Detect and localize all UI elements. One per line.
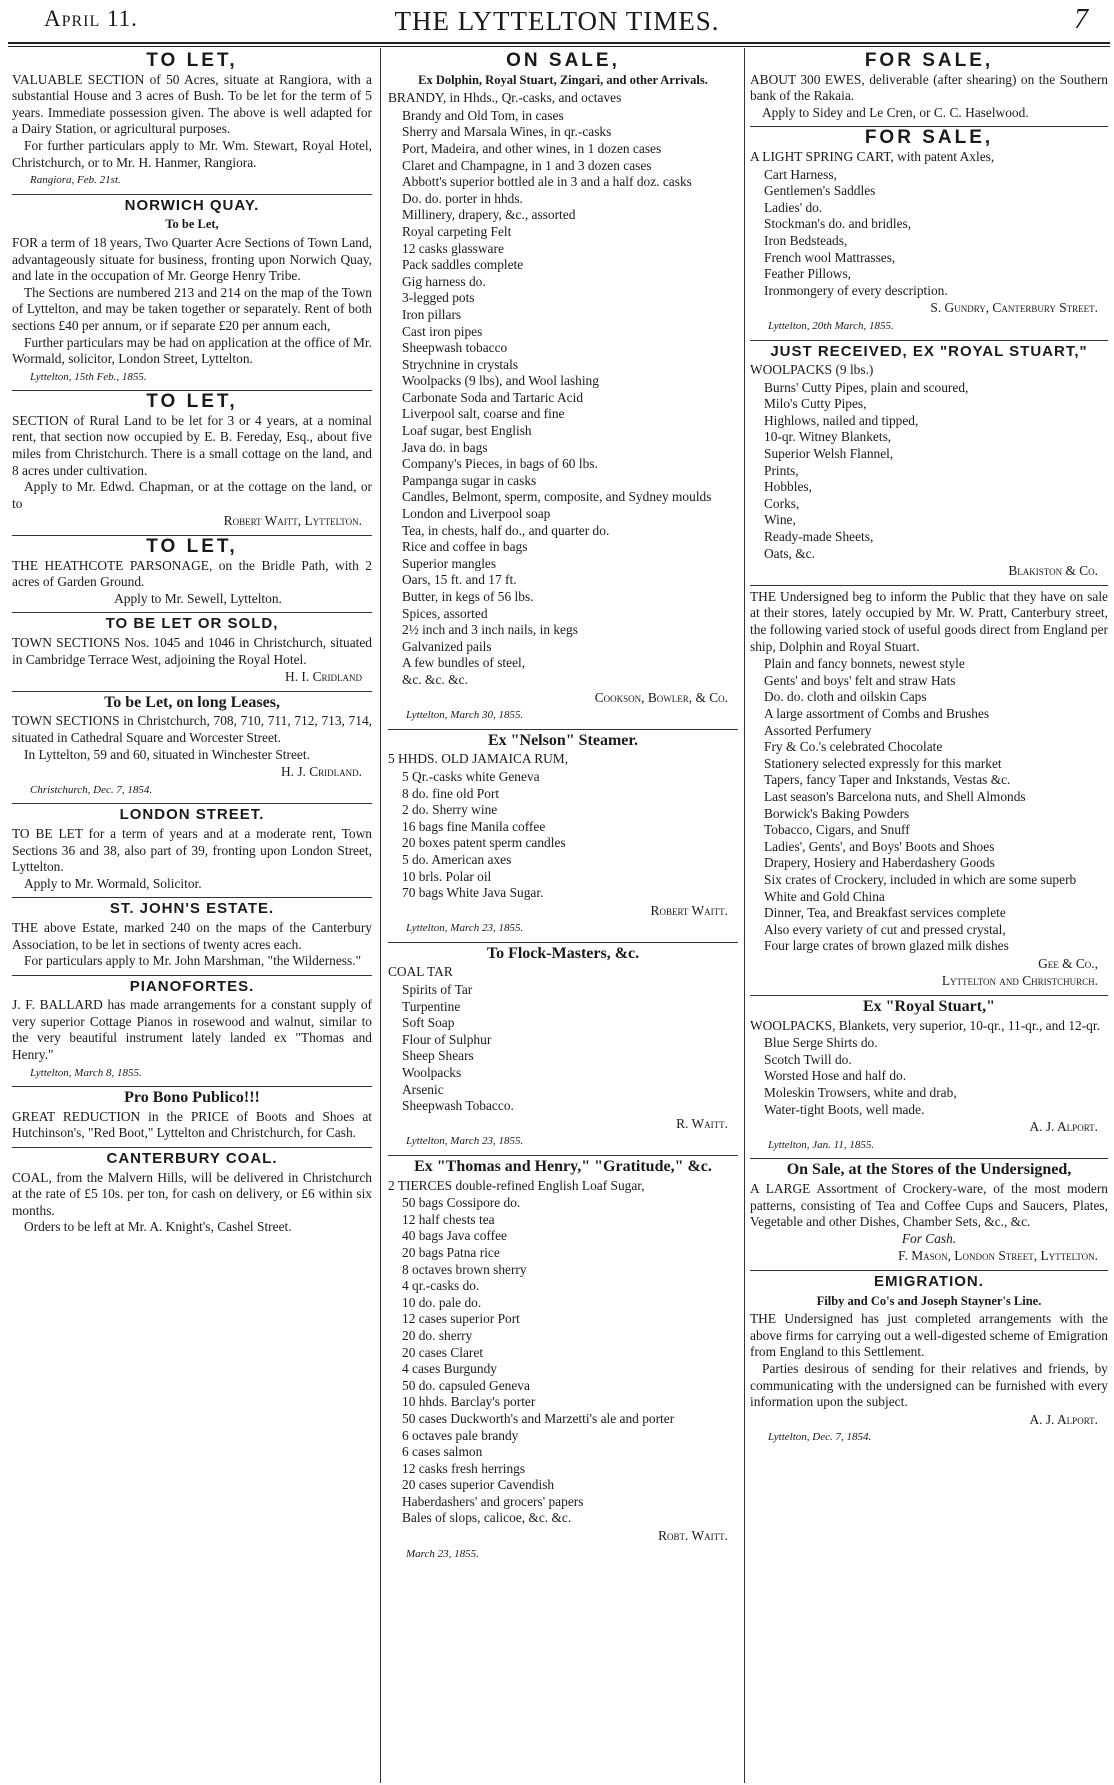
- list-item: Royal carpeting Felt: [402, 223, 512, 239]
- advert-heading: TO BE LET OR SOLD,: [105, 615, 279, 633]
- list-item: Cast iron pipes: [402, 323, 483, 339]
- advert-subheading: Ex Dolphin, Royal Stuart, Zingari, and other Arrivals.: [418, 72, 708, 87]
- list-item: Highlows, nailed and tipped,: [764, 412, 919, 428]
- advert-body: Further particulars may be had on application at the office of Mr. Wormald, solicitor, London Street, Lyttelton.: [12, 334, 372, 367]
- advert-body: ABOUT 300 EWES, deliverable (after shearing) on the Southern bank of the Rakaia.: [750, 71, 1108, 104]
- list-item: Feather Pillows,: [764, 266, 852, 282]
- list-item: Java do. in bags: [402, 439, 488, 455]
- list-item: Haberdashers' and grocers' papers: [402, 1493, 584, 1509]
- list-item: Turpentine: [402, 998, 461, 1014]
- advert-body: TO BE LET for a term of years and at a moderate rent, Town Sections 36 and 38, also part of 39, fronting upon London Street, Lyttelton.: [12, 825, 372, 875]
- list-item: 4 cases Burgundy: [402, 1361, 497, 1377]
- advert-heading: Ex "Nelson" Steamer.: [487, 731, 639, 749]
- advert: [12, 976, 372, 1088]
- advert-body: THE Undersigned has just completed arrangements with the above firms for carrying out a well-digested scheme of Emigration from England to this Settlement.: [750, 1311, 1108, 1360]
- list-item: 12 half chests tea: [402, 1211, 495, 1227]
- advert-body: FOR a term of 18 years, Two Quarter Acre Sections of Town Land, advantageously situate for business, fronting upon Norwich Quay, and late in the occupation of Mr. George Henry Tribe.: [12, 234, 372, 284]
- advert: [388, 50, 738, 730]
- advert-heading: TO LET,: [146, 391, 238, 413]
- advert-heading: EMIGRATION.: [874, 1272, 984, 1290]
- column-1: [12, 50, 372, 1782]
- advert-lead: WOOLPACKS (9 lbs.): [750, 362, 874, 378]
- advert-note: For Cash.: [901, 1230, 957, 1246]
- list-item: Ironmongery of every description.: [764, 282, 948, 298]
- advert: [388, 943, 738, 1156]
- newspaper-title: THE LYTTELTON TIMES.: [394, 6, 720, 36]
- advert-signature: Blakiston & Co.: [1008, 563, 1098, 579]
- list-item: 10 brls. Polar oil: [402, 868, 492, 884]
- list-item: 20 cases superior Cavendish: [402, 1477, 555, 1493]
- list-item: Liverpool salt, coarse and fine: [402, 406, 565, 422]
- advert-heading: FOR SALE,: [864, 50, 994, 71]
- advert-body: Parties desirous of sending for their relatives and friends, by communicating with the undersigned can be furnished with every information upon the subject.: [750, 1360, 1108, 1410]
- list-item: Scotch Twill do.: [764, 1051, 852, 1067]
- list-item: Borwick's Baking Powders: [764, 805, 910, 821]
- list-item: Flour of Sulphur: [402, 1031, 492, 1047]
- list-item: Gents' and boys' felt and straw Hats: [764, 672, 956, 688]
- list-item: Burns' Cutty Pipes, plain and scoured,: [764, 379, 969, 395]
- item-list: [764, 380, 1108, 563]
- list-item: 4 qr.-casks do.: [402, 1278, 480, 1294]
- advert-subheading: To be Let,: [165, 217, 219, 232]
- list-item: A few bundles of steel,: [402, 655, 526, 671]
- list-item: 6 octaves pale brandy: [402, 1427, 519, 1443]
- list-item: Plain and fancy bonnets, newest style: [764, 656, 965, 672]
- list-item: Hobbles,: [764, 479, 812, 495]
- advert-dateline: Lyttelton, 20th March, 1855.: [768, 319, 894, 332]
- advert-signature: Cookson, Bowler, & Co.: [594, 689, 728, 705]
- advert: [12, 692, 372, 805]
- list-item: Stockman's do. and bridles,: [764, 216, 912, 232]
- advert: [388, 730, 738, 943]
- list-item: 20 bags Patna rice: [402, 1244, 500, 1260]
- list-item: 10 hhds. Barclay's porter: [402, 1394, 536, 1410]
- advert-body: Apply to Mr. Edwd. Chapman, or at the cottage on the land, or to: [12, 479, 372, 511]
- advert-heading: TO LET,: [146, 536, 238, 558]
- advert-signature: Robert Waitt, Lyttelton.: [223, 513, 362, 529]
- list-item: Woolpacks (9 lbs), and Wool lashing: [402, 373, 599, 389]
- advert-lead: WOOLPACKS, Blankets, very superior, 10-qr., 11-qr., and 12-qr.: [750, 1017, 1100, 1033]
- list-item: Gig harness do.: [402, 273, 486, 289]
- advert-dateline: March 23, 1855.: [406, 1547, 479, 1560]
- list-item: 20 cases Claret: [402, 1344, 484, 1360]
- advert-dateline: Lyttelton, March 30, 1855.: [406, 709, 524, 722]
- advert: [12, 536, 372, 613]
- advert-dateline: Lyttelton, March 23, 1855.: [406, 1135, 524, 1148]
- list-item: Brandy and Old Tom, in cases: [402, 107, 564, 123]
- list-item: Pampanga sugar in casks: [402, 472, 537, 488]
- list-item: 6 cases salmon: [402, 1444, 483, 1460]
- list-item: 12 cases superior Port: [402, 1311, 520, 1327]
- list-item: Sheepwash Tobacco.: [402, 1098, 514, 1114]
- advert-dateline: Lyttelton, 15th Feb., 1855.: [30, 370, 147, 383]
- list-item: 12 casks glassware: [402, 240, 504, 256]
- advert: [12, 391, 372, 536]
- advert: [12, 613, 372, 691]
- advert-signature: A. J. Alport.: [1029, 1411, 1098, 1427]
- advert: [750, 996, 1108, 1159]
- advert-body: THE Undersigned beg to inform the Public that they have on sale at their stores, lately occupied by Mr. W. Pratt, Canterbury street, the following varied stock of useful goods direct from England per ship, Dolphin and Royal Stuart.: [750, 588, 1108, 654]
- issue-date: April 11.: [44, 6, 138, 31]
- list-item: Dinner, Tea, and Breakfast services complete: [764, 905, 1006, 921]
- list-item: Fry & Co.'s celebrated Chocolate: [764, 739, 943, 755]
- advert-signature: Robert Waitt.: [650, 902, 728, 918]
- list-item: 50 bags Cossipore do.: [402, 1195, 521, 1211]
- advert-signature: F. Mason, London Street, Lyttelton.: [898, 1248, 1098, 1264]
- masthead-rule: [8, 42, 1110, 47]
- advert-lead: COAL TAR: [388, 964, 453, 980]
- advert-body: Orders to be left at Mr. A. Knight's, Cashel Street.: [24, 1219, 292, 1235]
- list-item: Loaf sugar, best English: [402, 423, 532, 439]
- advert-heading: NORWICH QUAY.: [124, 196, 260, 214]
- item-list: [764, 1035, 1108, 1118]
- item-list: [764, 656, 1108, 955]
- list-item: Millinery, drapery, &c., assorted: [402, 207, 576, 223]
- list-item: 12 casks fresh herrings: [402, 1460, 526, 1476]
- advert-body: J. F. BALLARD has made arrangements for a constant supply of very superior Cottage Pianos in rosewood and walnut, similar to the very beautiful instrument lately landed ex "Thomas and Henry.": [12, 997, 372, 1063]
- advert-lead: BRANDY, in Hhds., Qr.-casks, and octaves: [388, 90, 622, 106]
- advert-heading: TO LET,: [146, 50, 238, 71]
- list-item: Corks,: [764, 495, 800, 511]
- advert-dateline: Lyttelton, March 23, 1855.: [406, 922, 524, 935]
- list-item: Strychnine in crystals: [402, 356, 519, 372]
- advert-body: Apply to Sidey and Le Cren, or C. C. Haselwood.: [762, 104, 1029, 120]
- advert: [750, 50, 1108, 127]
- advert-heading: To be Let, on long Leases,: [104, 693, 280, 711]
- list-item: Four large crates of brown glazed milk dishes: [764, 938, 1009, 954]
- advert-heading: To Flock-Masters, &c.: [486, 944, 640, 962]
- advert-lead: 2 TIERCES double-refined English Loaf Sugar,: [388, 1177, 645, 1193]
- list-item: Last season's Barcelona nuts, and Shell Almonds: [764, 788, 1026, 804]
- list-item: 16 bags fine Manila coffee: [402, 818, 546, 834]
- item-list: [402, 982, 738, 1115]
- list-item: Ladies', Gents', and Boys' Boots and Shoes: [764, 838, 995, 854]
- list-item: Rice and coffee in bags: [402, 539, 528, 555]
- advert: [750, 341, 1108, 586]
- list-item: Drapery, Hosiery and Haberdashery Goods: [764, 855, 995, 871]
- list-item: Sherry and Marsala Wines, in qr.-casks: [402, 124, 612, 140]
- list-item: 20 boxes patent sperm candles: [402, 835, 566, 851]
- advert-subheading: Filby and Co's and Joseph Stayner's Line.: [816, 1293, 1042, 1308]
- list-item: 5 Qr.-casks white Geneva: [402, 768, 540, 784]
- advert-dateline: Lyttelton, March 8, 1855.: [30, 1066, 142, 1079]
- advert-body: Apply to Mr. Sewell, Lyttelton.: [114, 590, 282, 606]
- advert-body: A LARGE Assortment of Crockery-ware, of the most modern patterns, consisting of Tea and Coffee Cups and Saucers, Plates, Vegetable and other Dishes, Chamber Sets, &c., &c.: [750, 1181, 1108, 1230]
- advert-body: For further particulars apply to Mr. Wm. Stewart, Royal Hotel, Christchurch, or to Mr. H. Hanmer, Rangiora.: [12, 137, 372, 170]
- list-item: Superior Welsh Flannel,: [764, 446, 894, 462]
- list-item: Superior mangles: [402, 555, 497, 571]
- list-item: Six crates of Crockery, included in which are some superb White and Gold China: [764, 871, 1077, 904]
- list-item: 20 do. sherry: [402, 1327, 473, 1343]
- advert: [12, 804, 372, 898]
- list-item: Tea, in chests, half do., and quarter do.: [402, 522, 610, 538]
- advert-dateline: Lyttelton, Jan. 11, 1855.: [768, 1138, 875, 1151]
- advert: [750, 127, 1108, 340]
- column-divider: [380, 48, 381, 1783]
- advert: [750, 586, 1108, 996]
- advert-body: VALUABLE SECTION of 50 Acres, situate at Rangiora, with a substantial House and 3 acres of Bush. To be let for the term of 5 years. Immediate possession given. The above is well adapted for a Dairy Station, or agricultural purposes.: [12, 71, 372, 137]
- list-item: 50 cases Duckworth's and Marzetti's ale and porter: [402, 1410, 675, 1426]
- advert-body: In Lyttelton, 59 and 60, situated in Winchester Street.: [24, 746, 310, 762]
- advert-body: COAL, from the Malvern Hills, will be delivered in Christchurch at the rate of £5 10s. per ton, for cash on delivery, or £6 within six months.: [12, 1169, 372, 1218]
- list-item: Spices, assorted: [402, 605, 488, 621]
- advert-heading: ON SALE,: [506, 50, 620, 71]
- advert-heading: On Sale, at the Stores of the Undersigned,: [786, 1161, 1072, 1179]
- advert-body: TOWN SECTIONS in Christchurch, 708, 710, 711, 712, 713, 714, situated in Cathedral Square and Worcester Street.: [12, 713, 372, 745]
- advert-body: THE HEATHCOTE PARSONAGE, on the Bridle Path, with 2 acres of Garden Ground.: [12, 557, 372, 590]
- list-item: Iron pillars: [402, 306, 462, 322]
- item-list: [402, 108, 738, 689]
- list-item: 10-qr. Witney Blankets,: [764, 429, 892, 445]
- list-item: Wine,: [764, 512, 796, 528]
- list-item: 40 bags Java coffee: [402, 1228, 507, 1244]
- advert-heading: Ex "Thomas and Henry," "Gratitude," &c.: [414, 1158, 712, 1175]
- list-item: A large assortment of Combs and Brushes: [764, 705, 990, 721]
- list-item: Carbonate Soda and Tartaric Acid: [402, 389, 584, 405]
- advert-body: THE above Estate, marked 240 on the maps of the Canterbury Association, to be let in sections of twenty acres each.: [12, 919, 372, 952]
- advert-signature: A. J. Alport.: [1029, 1119, 1098, 1135]
- list-item: 8 do. fine old Port: [402, 785, 500, 801]
- list-item: Iron Bedsteads,: [764, 232, 848, 248]
- advert-body: For particulars apply to Mr. John Marshman, "the Wilderness.": [24, 953, 362, 969]
- list-item: 2 do. Sherry wine: [402, 802, 498, 818]
- list-item: Bales of slops, calicoe, &c. &c.: [402, 1510, 572, 1526]
- list-item: 50 do. capsuled Geneva: [402, 1377, 530, 1393]
- list-item: Ready-made Sheets,: [764, 529, 874, 545]
- advert-lead: 5 HHDS. OLD JAMAICA RUM,: [388, 751, 569, 767]
- list-item: 5 do. American axes: [402, 851, 512, 867]
- item-list: [402, 1195, 738, 1527]
- item-list: [402, 769, 738, 902]
- advert-body: SECTION of Rural Land to be let for 3 or 4 years, at a nominal rent, that section now occupied by E. B. Fereday, Esq., about five miles from Christchurch. There is a small cottage on the land, and 8 acres under cultivation.: [12, 412, 372, 478]
- advert-signature: S. Gundry, Canterbury Street.: [930, 300, 1098, 316]
- advert-signature: H. J. Cridland.: [280, 764, 362, 780]
- list-item: Spirits of Tar: [402, 982, 473, 998]
- advert-heading: ST. JOHN'S ESTATE.: [109, 900, 275, 918]
- list-item: Assorted Perfumery: [764, 722, 872, 738]
- advert-body: TOWN SECTIONS Nos. 1045 and 1046 in Christchurch, situated in Cambridge Terrace West, adjoining the Royal Hotel.: [12, 635, 372, 667]
- advert: [12, 898, 372, 975]
- list-item: Prints,: [764, 462, 799, 478]
- advert-heading: Ex "Royal Stuart,": [863, 998, 995, 1016]
- list-item: Also every variety of cut and pressed crystal,: [764, 921, 1006, 937]
- advert-body: GREAT REDUCTION in the PRICE of Boots and Shoes at Hutchinson's, "Red Boot," Lyttelton and Christchurch, for Cash.: [12, 1108, 372, 1141]
- list-item: Sheep Shears: [402, 1048, 474, 1064]
- advert: [388, 1156, 738, 1567]
- advert-body: Apply to Mr. Wormald, Solicitor.: [24, 875, 202, 891]
- advert-lead: A LIGHT SPRING CART, with patent Axles,: [750, 148, 995, 164]
- list-item: Pack saddles complete: [402, 257, 524, 273]
- page-number: 7: [1074, 4, 1088, 35]
- advert-heading: Pro Bono Publico!!!: [124, 1089, 260, 1107]
- list-item: Do. do. porter in hhds.: [402, 190, 523, 206]
- advert-body: The Sections are numbered 213 and 214 on the map of the Town of Lyttelton, and may be taken together or separately. Rent of both sections £40 per annum, or if separate £20 per annum each,: [12, 284, 372, 333]
- list-item: Moleskin Trowsers, white and drab,: [764, 1085, 957, 1101]
- advert-heading: PIANOFORTES.: [129, 977, 255, 995]
- list-item: French wool Mattrasses,: [764, 249, 896, 265]
- list-item: Blue Serge Shirts do.: [764, 1035, 878, 1051]
- list-item: Oats, &c.: [764, 545, 815, 561]
- list-item: Company's Pieces, in bags of 60 lbs.: [402, 456, 598, 472]
- advert: [750, 1159, 1108, 1271]
- list-item: 70 bags White Java Sugar.: [402, 885, 544, 901]
- list-item: Woolpacks: [402, 1065, 462, 1081]
- masthead: [0, 0, 1114, 46]
- column-3: [750, 50, 1108, 1782]
- list-item: &c. &c. &c.: [402, 671, 468, 687]
- column-divider: [744, 48, 745, 1783]
- list-item: Claret and Champagne, in 1 and 3 dozen cases: [402, 157, 652, 173]
- list-item: Do. do. cloth and oilskin Caps: [764, 689, 927, 705]
- advert-signature: H. I. Cridland: [285, 669, 362, 685]
- list-item: Arsenic: [402, 1081, 444, 1097]
- advert-signature: R. Waitt.: [676, 1115, 728, 1131]
- list-item: Port, Madeira, and other wines, in 1 dozen cases: [402, 140, 662, 156]
- advert-signature: Gee & Co.,: [1038, 955, 1098, 971]
- advert-heading: JUST RECEIVED, EX "ROYAL STUART,": [770, 342, 1088, 360]
- item-list: [764, 167, 1108, 300]
- list-item: 10 do. pale do.: [402, 1294, 482, 1310]
- list-item: Milo's Cutty Pipes,: [764, 396, 867, 412]
- list-item: Oars, 15 ft. and 17 ft.: [402, 572, 517, 588]
- list-item: 2½ inch and 3 inch nails, in kegs: [402, 622, 578, 638]
- list-item: Tapers, fancy Taper and Inkstands, Vestas &c.: [764, 772, 1011, 788]
- list-item: Worsted Hose and half do.: [764, 1068, 907, 1084]
- advert-dateline: Lyttelton, Dec. 7, 1854.: [768, 1431, 872, 1444]
- advert-dateline: Rangiora, Feb. 21st.: [30, 174, 121, 187]
- advert-heading: CANTERBURY COAL.: [106, 1150, 278, 1168]
- advert: [12, 195, 372, 392]
- list-item: Soft Soap: [402, 1015, 455, 1031]
- advert-heading: LONDON STREET.: [119, 806, 265, 824]
- list-item: Sheepwash tobacco: [402, 340, 508, 356]
- advert-signature: Robt. Waitt.: [658, 1528, 728, 1544]
- list-item: Candles, Belmont, sperm, composite, and Sydney moulds: [402, 489, 712, 505]
- advert-dateline: Christchurch, Dec. 7, 1854.: [30, 783, 153, 796]
- list-item: Galvanized pails: [402, 638, 492, 654]
- advert: [12, 1087, 372, 1148]
- list-item: Water-tight Boots, well made.: [764, 1101, 925, 1117]
- advert-signature: Lyttelton and Christchurch.: [941, 973, 1098, 989]
- list-item: 8 octaves brown sherry: [402, 1261, 527, 1277]
- advert-heading: FOR SALE,: [864, 127, 994, 149]
- list-item: Tobacco, Cigars, and Snuff: [764, 822, 910, 838]
- advert: [12, 1148, 372, 1241]
- column-2: [388, 50, 738, 1782]
- list-item: Stationery selected expressly for this market: [764, 755, 1002, 771]
- list-item: Abbott's superior bottled ale in 3 and a half doz. casks: [402, 174, 692, 190]
- list-item: Cart Harness,: [764, 166, 837, 182]
- list-item: Butter, in kegs of 56 lbs.: [402, 589, 534, 604]
- list-item: 3-legged pots: [402, 290, 475, 306]
- advert: [750, 1271, 1108, 1451]
- advert: [12, 50, 372, 195]
- list-item: Gentlemen's Saddles: [764, 183, 876, 199]
- list-item: Ladies' do.: [764, 199, 823, 215]
- list-item: London and Liverpool soap: [402, 506, 551, 522]
